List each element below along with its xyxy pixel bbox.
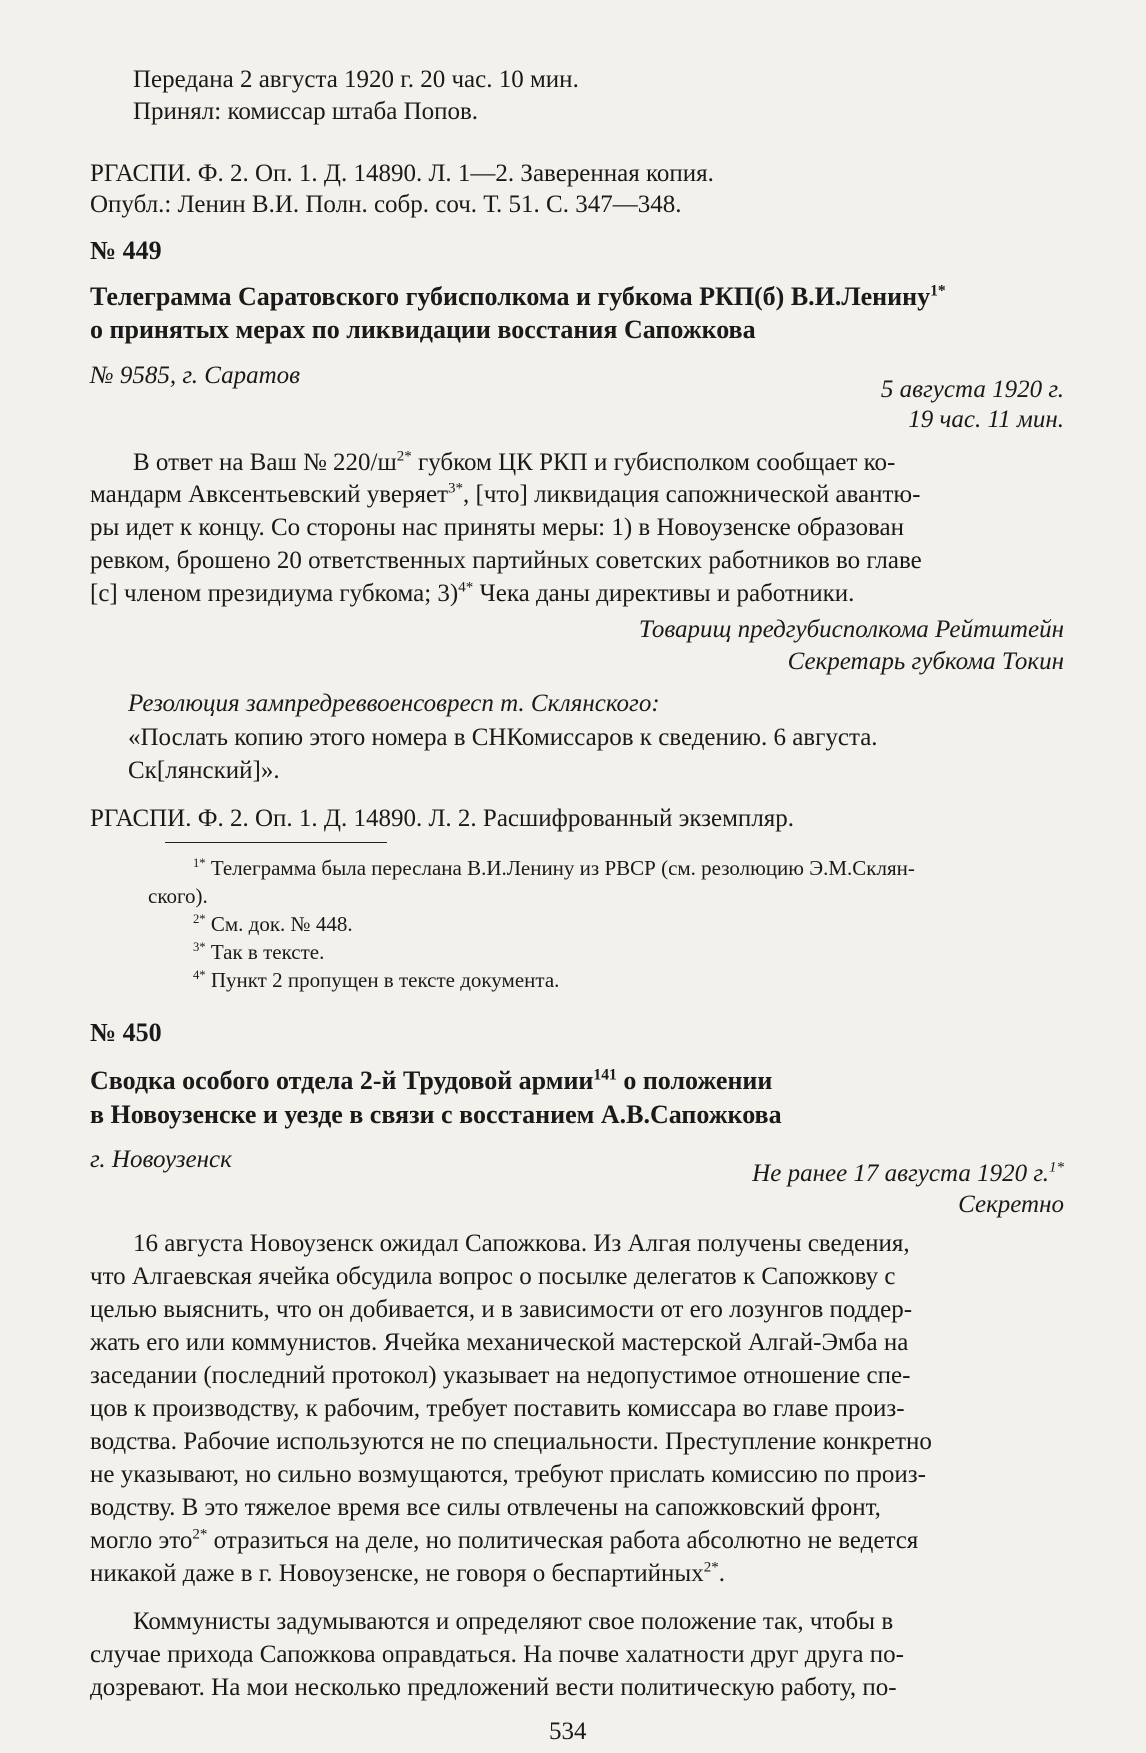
footnote: $^{4*}$ Пункт 2 пропущен в тексте документа. — [193, 968, 560, 992]
report-place: г. Новоузенск — [90, 1146, 232, 1173]
telegram-reference: № 9585, г. Саратов — [90, 362, 300, 389]
transmission-line: Передана 2 августа 1920 г. 20 час. 10 мин. — [133, 66, 579, 93]
report-body-line: заседании (последний протокол) указывает на недопустимое отношение спе- — [90, 1362, 911, 1389]
report-body-line: Коммунисты задумываются и определяют свое положение так, чтобы в — [133, 1608, 894, 1635]
document-title-450: Сводка особого отдела 2-й Трудовой армии$^{141}$ о положении — [90, 1066, 773, 1095]
report-body-line: дозревают. На мои несколько предложений вести политическую работу, по- — [90, 1674, 897, 1701]
footnote-continuation: ского). — [148, 884, 208, 908]
signature-secretary: Секретарь губкома Токин — [787, 648, 1064, 675]
telegram-date: 5 августа 1920 г. — [880, 376, 1064, 403]
publication-reference: Опубл.: Ленин В.И. Полн. собр. соч. Т. 51. С. 347—348. — [90, 191, 682, 218]
telegram-body-line: [с] членом президиума губкома; 3)$^{4*}$ Чека даны директивы и работники. — [90, 579, 855, 607]
telegram-body-line: ры идет к концу. Со стороны нас приняты меры: 1) в Новоузенске образован — [90, 514, 905, 541]
document-title-449: Телеграмма Саратовского губисполкома и губкома РКП(б) В.И.Ленину$^{1*}$ — [90, 282, 946, 311]
report-body-line: водству. В это тяжелое время все силы отвлечены на сапожковский фронт, — [90, 1494, 881, 1521]
telegram-time: 19 час. 11 мин. — [908, 406, 1064, 433]
telegram-body-line: В ответ на Ваш № $220/ш^{2*}$ губком ЦК РКП и губисполком сообщает ко- — [133, 448, 896, 476]
footnote-divider — [165, 842, 387, 843]
telegram-body-line: ревком, брошено 20 ответственных партийных советских работников во главе — [90, 547, 922, 574]
secret-stamp: Секретно — [958, 1191, 1064, 1218]
receiver-line: Принял: комиссар штаба Попов. — [133, 98, 479, 125]
resolution-text: «Послать копию этого номера в СНКомиссаров к сведению. 6 августа. — [128, 724, 878, 751]
report-body-line: случае прихода Сапожкова оправдаться. На почве халатности друг друга по- — [90, 1641, 904, 1668]
resolution-heading: Резолюция зампредреввоенсовресп т. Склянского: — [128, 690, 660, 717]
report-body-line: цов к производству, к рабочим, требует поставить комиссара во главе произ- — [90, 1395, 905, 1422]
footnote: $^{1*}$ Телеграмма была переслана В.И.Ленину из РВСР (см. резолюцию Э.М.Склян- — [193, 856, 915, 880]
report-body-line: что Алгаевская ячейка обсудила вопрос о посылке делегатов к Сапожкову с — [90, 1263, 896, 1290]
archive-reference: РГАСПИ. Ф. 2. Оп. 1. Д. 14890. Л. 1—2. Заверенная копия. — [90, 160, 714, 187]
footnote: $^{3*}$ Так в тексте. — [193, 940, 325, 964]
document-number-450: № 450 — [90, 1018, 162, 1047]
document-number-449: № 449 — [90, 236, 162, 265]
archive-reference-449: РГАСПИ. Ф. 2. Оп. 1. Д. 14890. Л. 2. Расшифрованный экземпляр. — [90, 805, 795, 832]
report-body-line: водства. Рабочие используются не по специальности. Преступление конкретно — [90, 1428, 932, 1455]
report-date: Не ранее 17 августа 1920 г.$^{1*}$ — [752, 1159, 1064, 1187]
signature-chairman: Товарищ предгубисполкома Рейтштейн — [638, 616, 1064, 643]
report-body-line: жать его или коммунистов. Ячейка механической мастерской Алгай-Эмба на — [90, 1329, 909, 1356]
report-body-line: не указывают, но сильно возмущаются, требуют прислать комиссию по произ- — [90, 1461, 926, 1488]
footnote: $^{2*}$ См. док. № 448. — [193, 912, 353, 936]
telegram-body-line: мандарм Авксентьевский уверяет$^{3*}$, [что] ликвидация сапожнической авантю- — [90, 480, 921, 508]
report-body-line: могло это$^{2*}$ отразиться на деле, но политическая работа абсолютно не ведется — [90, 1526, 919, 1554]
resolution-text-line2: Ск[лянский]». — [128, 757, 280, 784]
report-body-line: никакой даже в г. Новоузенске, не говоря о беспартийных$^{2*}$. — [90, 1559, 725, 1587]
page-number: 534 — [549, 1718, 587, 1745]
document-title-449-line2: о принятых мерах по ликвидации восстания Сапожкова — [90, 315, 756, 344]
report-body-line: целью выяснить, что он добивается, и в зависимости от его лозунгов поддер- — [90, 1296, 913, 1323]
document-title-450-line2: в Новоузенске и уезде в связи с восстанием А.В.Сапожкова — [90, 1100, 782, 1129]
report-body-line: 16 августа Новоузенск ожидал Сапожкова. Из Алгая получены сведения, — [133, 1230, 910, 1257]
